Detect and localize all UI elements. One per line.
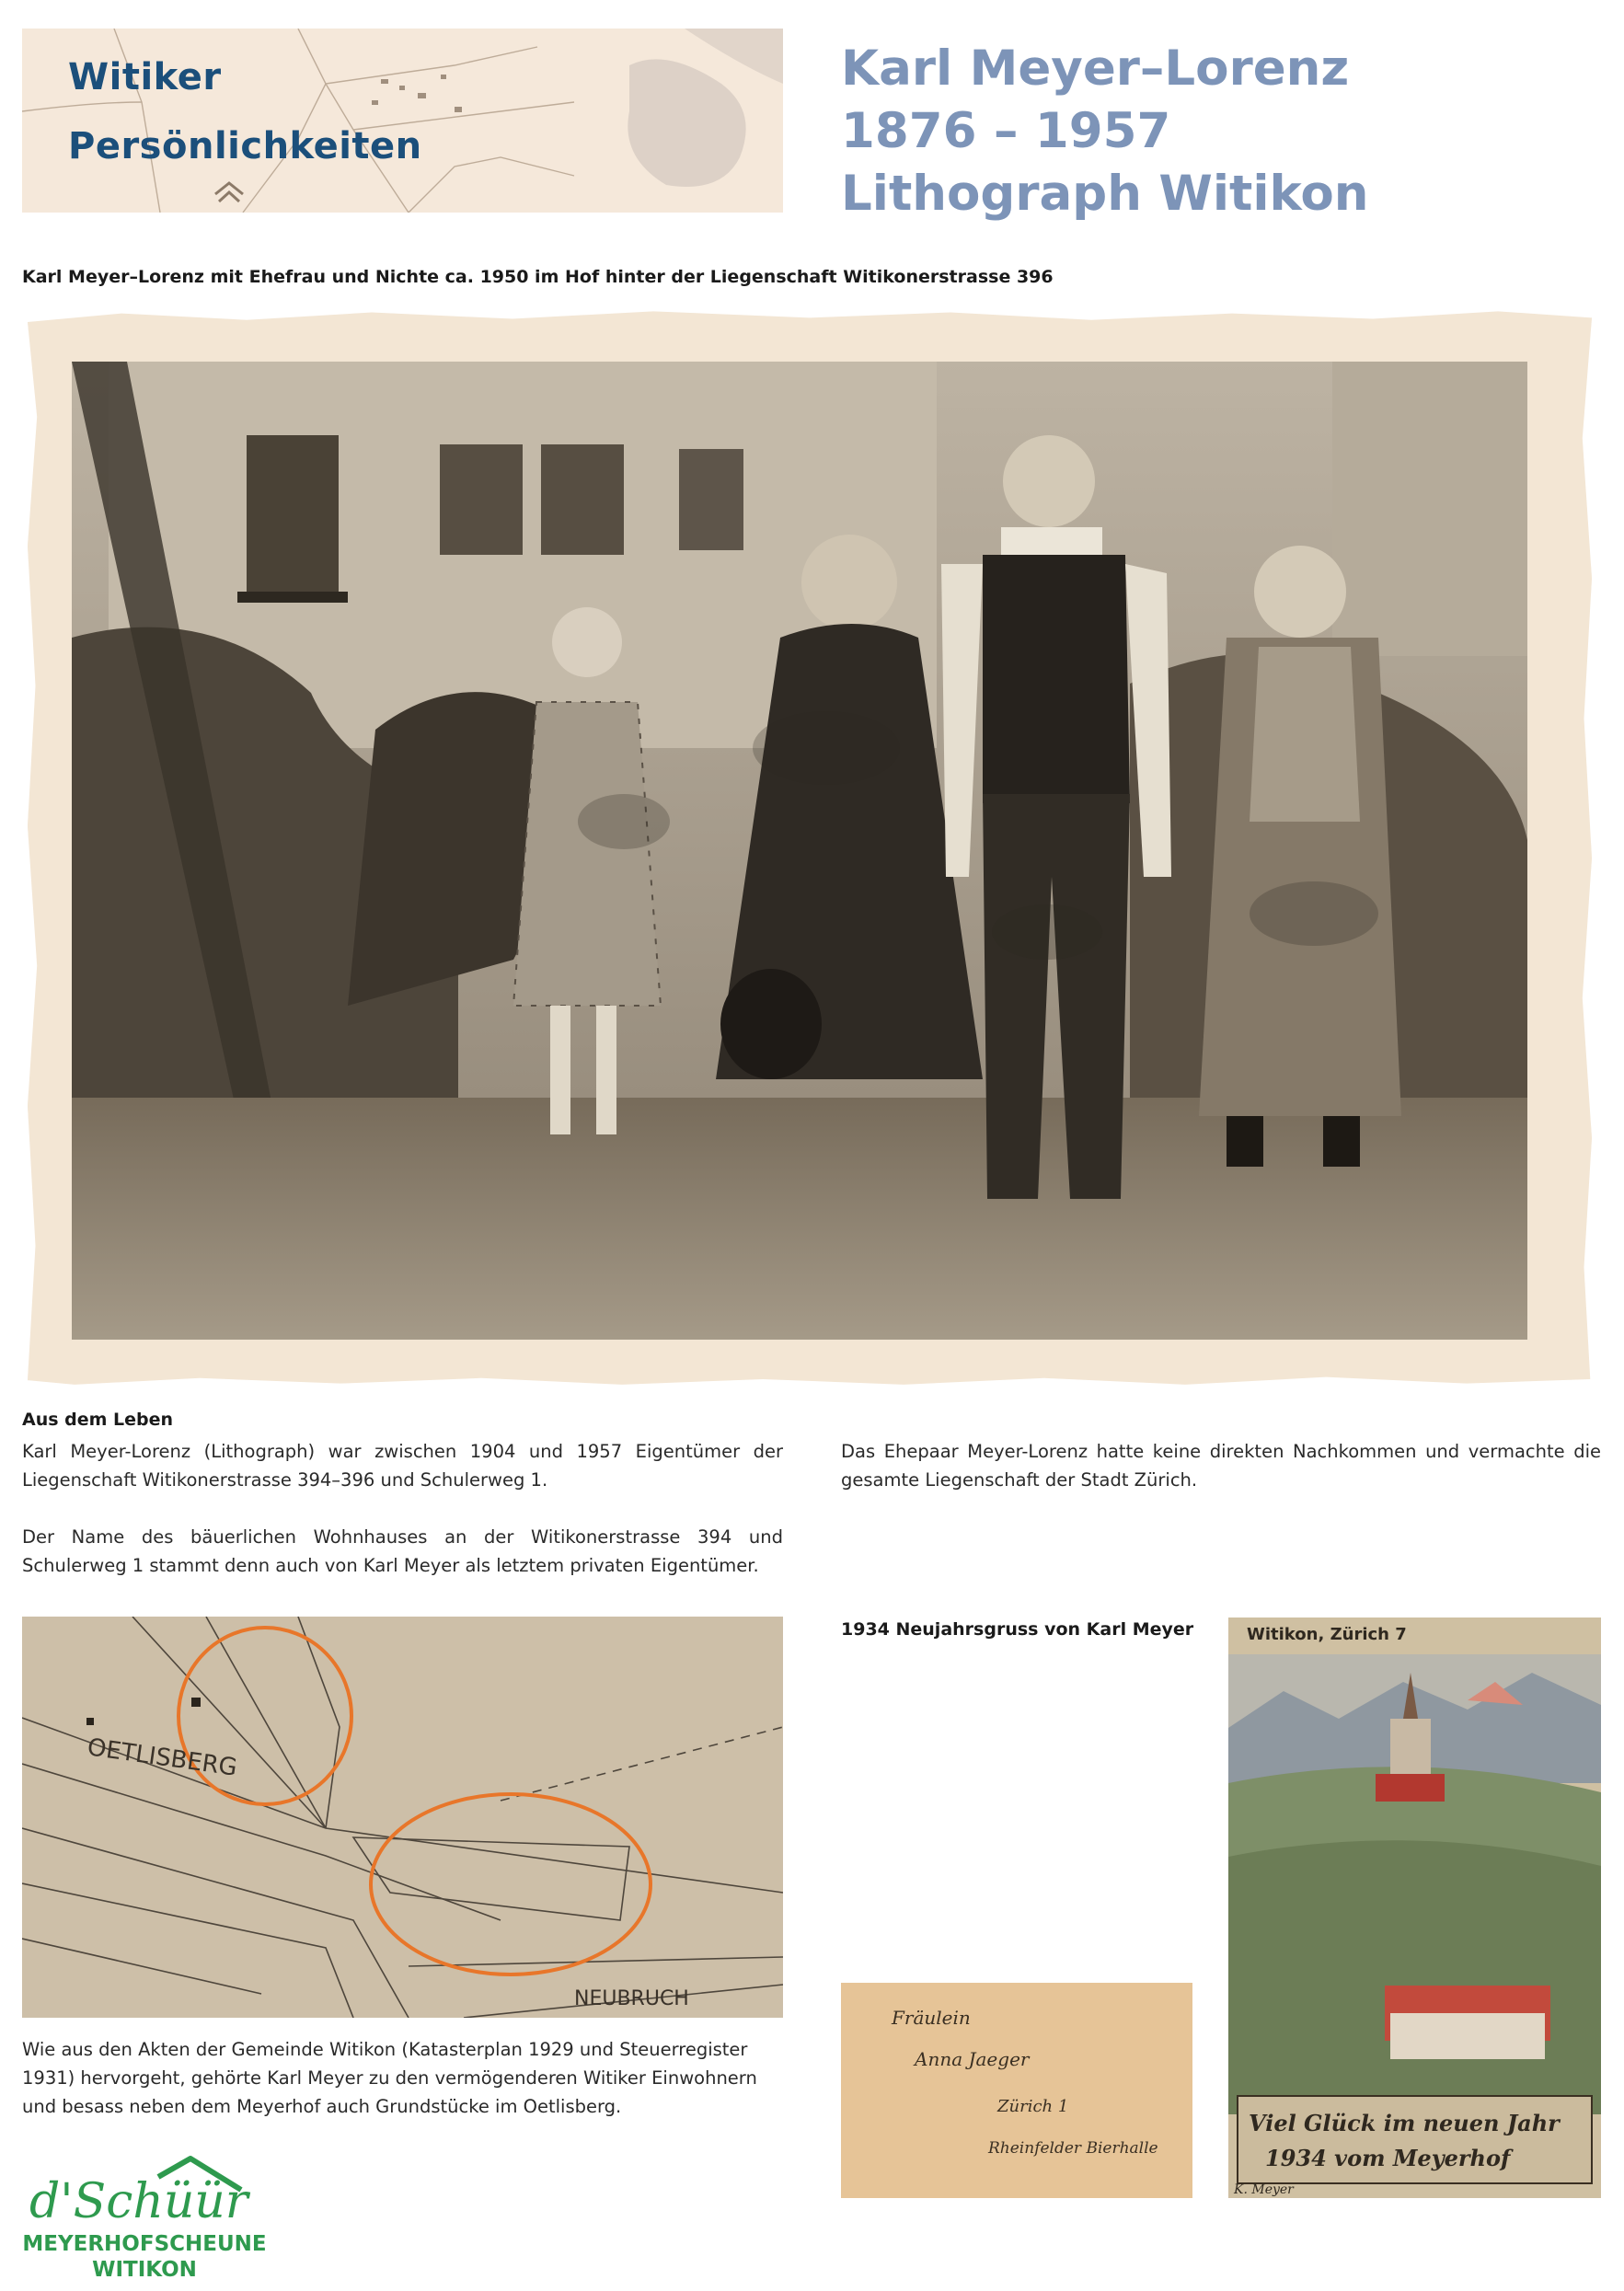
envelope-image <box>841 1983 1192 2198</box>
new-year-postcard <box>1228 1618 1601 2198</box>
map-caption: Wie aus den Akten der Gemeinde Witikon (Katasterplan 1929 und Steuerregister 1931) hervorgeht, gehörte Karl Meyer zu den vermögenderen Witiker Einwohnern und besass neben dem Meyerhof auch Grundstücke im Oetlisberg. <box>22 2039 757 2117</box>
life-paragraph-3: Das Ehepaar Meyer-Lorenz hatte keine direkten Nachkommen und vermachte die gesamte Liegenschaft der Stadt Zürich. <box>841 1441 1601 1491</box>
logo-script: d'Schüür <box>29 2174 248 2227</box>
life-heading: Aus dem Leben <box>22 1410 174 1430</box>
envelope-line-3: Zürich 1 <box>997 2097 1069 2116</box>
map-label-oetlisberg: OETLISBERG <box>86 1733 239 1782</box>
banner-title-persoenlichkeiten: Persönlichkeiten <box>68 125 422 167</box>
envelope-line-1: Fräulein <box>892 2007 971 2029</box>
page-title-years: 1876 – 1957 <box>841 103 1171 159</box>
banner-title-witiker: Witiker <box>68 56 222 98</box>
postcard-header: Witikon, Zürich 7 <box>1247 1625 1407 1644</box>
map-label-neubruch: NEUBRUCH <box>574 1987 689 2010</box>
logo-roof-icon <box>20 2153 269 2227</box>
photo-caption: Karl Meyer–Lorenz mit Ehefrau und Nichte ca. 1950 im Hof hinter der Liegenschaft Witikonerstrasse 396 <box>22 267 1054 287</box>
page-title-profession: Lithograph Witikon <box>841 166 1369 222</box>
postcard-greeting-line-2: 1934 vom Meyerhof <box>1265 2145 1511 2171</box>
logo-line-2: WITIKON <box>92 2258 197 2282</box>
envelope-line-2: Anna Jaeger <box>915 2048 1030 2070</box>
figure-niece <box>1199 546 1401 1167</box>
logo-line-1: MEYERHOFSCHEUNE <box>22 2232 267 2256</box>
header-map-banner <box>22 29 783 213</box>
postcard-greeting-line-1: Viel Glück im neuen Jahr <box>1249 2110 1560 2136</box>
envelope-line-4: Rheinfelder Bierhalle <box>988 2139 1158 2158</box>
life-paragraph-2: Der Name des bäuerlichen Wohnhauses an der Witikonerstrasse 394 und Schulerweg 1 stammt denn auch von Karl Meyer als letztem privaten Eigentümer. <box>22 1526 783 1576</box>
life-paragraph-1: Karl Meyer-Lorenz (Lithograph) war zwischen 1904 und 1957 Eigentümer der Liegenschaft Witikonerstrasse 394–396 und Schulerweg 1. <box>22 1441 783 1491</box>
family-photo <box>72 362 1527 1340</box>
postcard-signature: K. Meyer <box>1234 2182 1294 2197</box>
page-title-name: Karl Meyer–Lorenz <box>841 40 1350 97</box>
meyerhofscheune-logo <box>20 2153 296 2291</box>
greeting-caption: 1934 Neujahrsgruss von Karl Meyer <box>841 1619 1194 1640</box>
cadastral-map <box>22 1617 783 2018</box>
